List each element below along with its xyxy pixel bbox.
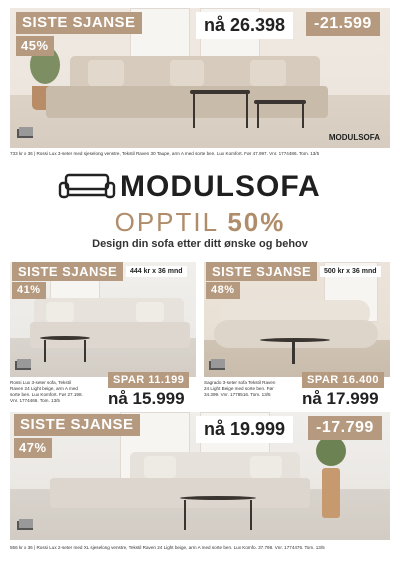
spar-badge: SPAR 16.400 [302,372,384,388]
caption-line: Sagrado 3-seter sofa Tekstil Raven [204,380,276,385]
discount-badge: 45% [16,36,54,56]
side-table [254,100,306,104]
fabric-swatch-icon [16,126,34,140]
coffee-table [260,338,330,342]
sofa-cushion [88,60,124,86]
product-caption [10,380,83,404]
discount-badge: 48% [206,282,240,299]
table-leg [44,340,46,362]
monthly-price: 500 kr x 36 mnd [320,266,381,277]
caption-line: 34.399. Vnr. 1778516. Tom. 13/5 [204,392,271,397]
discount-badge: 47% [14,438,52,458]
price-label: nå 19.999 [196,416,293,443]
sofa-cushion [170,60,204,86]
savings-badge: -21.599 [306,12,380,36]
sofa-seat [50,478,310,508]
savings-badge: -17.799 [308,416,382,440]
opptil-prefix: OPPTIL [114,207,228,237]
discount-badge: 41% [12,282,46,299]
fabric-swatch-icon [208,358,226,372]
table-leg [184,500,186,530]
sofa-icon [58,173,116,201]
price-label: nå 15.999 [108,389,185,408]
small-logo-text: MODULSOFA [328,133,380,142]
brand-name: MODULSOFA [120,170,321,203]
product-caption [204,380,275,398]
sofa-cushion [250,60,286,86]
siste-sjanse-badge: SISTE SJANSE [206,262,317,281]
coffee-table [190,90,250,94]
price-label: nå 17.999 [302,389,379,408]
sofa-seat [30,322,190,348]
product-caption: 556 kr x 36 | Rossi Lux 2-seter med XL sjeselong venstre, Tekstil Raven 24 Light beige, arm A med sorte ben. Lux Komfo. 37.798. Vnr. 1774476. Tom. 13/5 [10,545,325,550]
table-leg [84,340,86,362]
table-leg [193,94,195,128]
sofa-cushion [136,302,164,322]
spar-badge: SPAR 11.199 [108,372,189,388]
product-caption: 733 kr x 36 | Rossi Lux 3-seter med sjeselong venstre, Tekstil Raven 30 Taupe, arm A med sorte ben. Lux Komfort. Før 47.997. Vnr. 1774486. Tom. 13/5 [10,151,320,156]
opptil-headline [0,207,400,238]
sofa-cushion [144,456,176,478]
modulsofa-small-logo [329,133,380,142]
opptil-value: 50% [227,207,286,237]
caption-line: sorte ben. Lux Komfort. Før 27.198. [10,392,83,397]
coffee-table [40,336,90,340]
siste-sjanse-badge: SISTE SJANSE [12,262,123,281]
tagline: Design din sofa etter ditt ønske og behov [92,238,308,250]
siste-sjanse-badge: SISTE SJANSE [14,414,140,436]
table-leg [250,500,252,530]
table-leg [302,104,304,128]
fabric-swatch-icon [14,358,32,372]
sofa-cushion [46,302,74,322]
caption-line: 24 Light Beige med sorte ben. Før [204,386,274,391]
caption-line: Rossi Lux 3-seter sofa, Tekstil [10,380,71,385]
caption-line: Vnr. 1774466. Tom. 13/5 [10,398,60,403]
brand-logo-row [0,170,400,206]
caption-line: Raven 24 Light beige, arm A med [10,386,78,391]
siste-sjanse-badge: SISTE SJANSE [16,12,142,34]
fabric-swatch-icon [16,518,34,532]
sofa-cushion [250,456,282,478]
price-label: nå 26.398 [196,12,293,39]
sofa-seat [214,320,378,348]
coffee-table [180,496,256,500]
table-leg [292,342,295,364]
table-leg [257,104,259,128]
plant-pedestal [322,468,340,518]
monthly-price: 444 kr x 36 mnd [126,266,187,277]
table-leg [246,94,248,128]
plant [316,436,346,466]
